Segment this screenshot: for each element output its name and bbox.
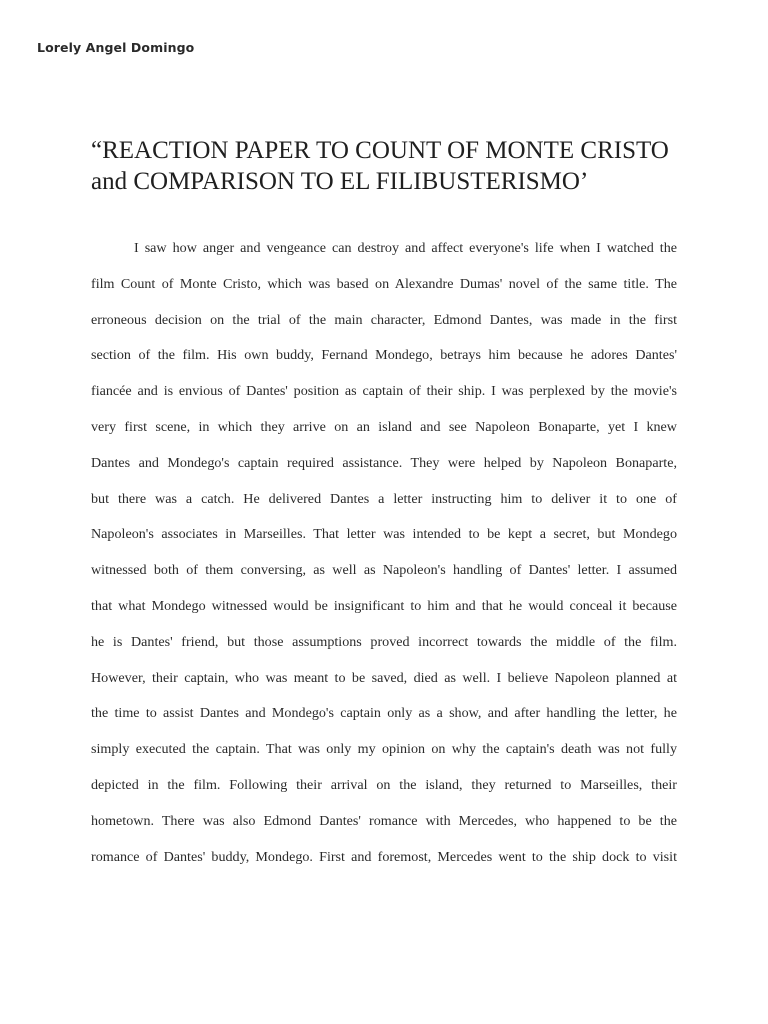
body-line: very first scene, in which they arrive on an island and see Napoleon Bonaparte, yet I knew [91, 418, 677, 435]
title-line: “REACTION PAPER TO COUNT OF MONTE CRISTO [91, 137, 669, 164]
author-name: Lorely Angel Domingo [37, 40, 195, 55]
body-line: witnessed both of them conversing, as well as Napoleon's handling of Dantes' letter. I assumed [91, 562, 677, 579]
body-paragraph [91, 231, 677, 875]
body-line: film Count of Monte Cristo, which was based on Alexandre Dumas' novel of the same title. The [91, 275, 677, 292]
body-line: Napoleon's associates in Marseilles. That letter was intended to be kept a secret, but Mondego [91, 526, 677, 543]
body-line: that what Mondego witnessed would be insignificant to him and that he would conceal it because [91, 597, 677, 614]
body-line: erroneous decision on the trial of the main character, Edmond Dantes, was made in the first [91, 311, 677, 328]
body-line: the time to assist Dantes and Mondego's captain only as a show, and after handling the letter, he [91, 705, 677, 722]
title-line: and COMPARISON TO EL FILIBUSTERISMO’ [91, 168, 589, 195]
body-line: fiancée and is envious of Dantes' position as captain of their ship. I was perplexed by the movie's [91, 383, 677, 400]
body-line: romance of Dantes' buddy, Mondego. First and foremost, Mercedes went to the ship dock to visit [91, 848, 677, 865]
body-line: Dantes and Mondego's captain required assistance. They were helped by Napoleon Bonaparte, [91, 454, 677, 471]
body-line: simply executed the captain. That was only my opinion on why the captain's death was not fully [91, 741, 677, 758]
body-line: but there was a catch. He delivered Dantes a letter instructing him to deliver it to one of [91, 490, 677, 507]
body-line: I saw how anger and vengeance can destroy and affect everyone's life when I watched the [134, 240, 677, 256]
body-line: However, their captain, who was meant to be saved, died as well. I believe Napoleon planned at [91, 669, 677, 686]
document-title [91, 135, 701, 197]
body-line: he is Dantes' friend, but those assumptions proved incorrect towards the middle of the film. [91, 633, 677, 650]
body-line: section of the film. His own buddy, Fernand Mondego, betrays him because he adores Dantes' [91, 347, 677, 364]
body-line: hometown. There was also Edmond Dantes' romance with Mercedes, who happened to be the [91, 812, 677, 829]
body-line: depicted in the film. Following their arrival on the island, they returned to Marseilles, their [91, 776, 677, 793]
